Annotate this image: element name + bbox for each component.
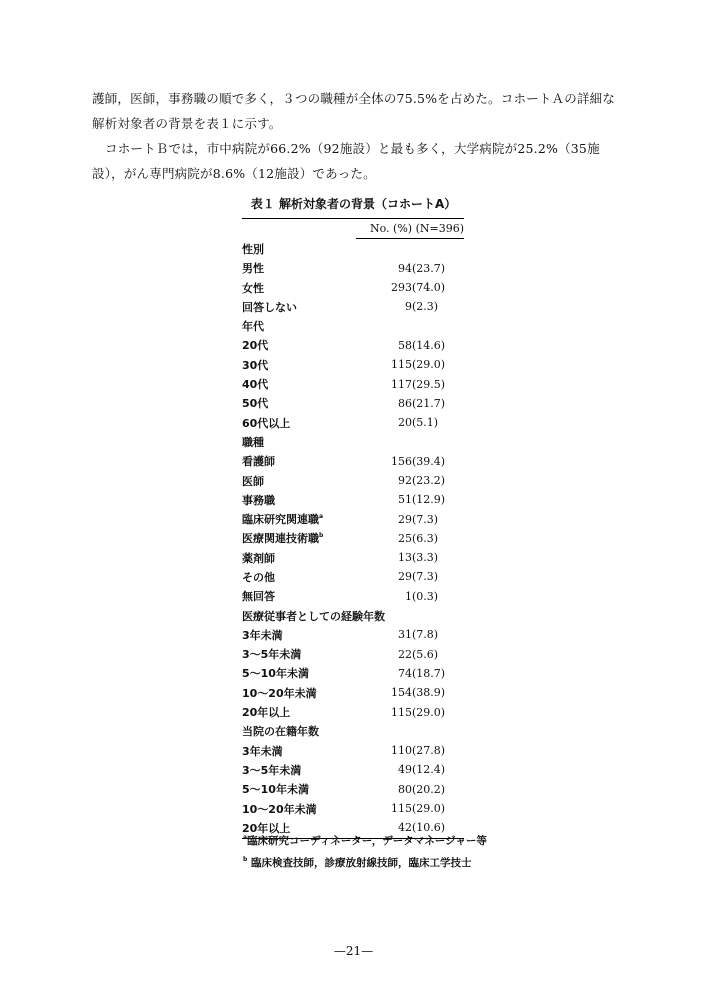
row-label-text: 10～20年未満 [242,802,317,816]
row-label [242,760,356,779]
row-label [242,374,356,393]
row-label-text: 男性 [242,262,264,276]
row-label-text: 5～10年未満 [242,667,309,681]
row-label-text: 薬剤師 [242,551,275,565]
group-label: 医療従事者としての経験年数 [242,609,385,623]
row-label [242,702,356,721]
row-count: 110 [391,744,412,758]
row-label-text: 医師 [242,474,264,488]
row-label [242,548,356,567]
table-group-row [242,432,464,451]
row-percent: (3.3) [412,551,439,565]
table-row [242,297,464,316]
row-label-text: 3～5年未満 [242,648,302,662]
row-count: 49 [398,763,412,777]
row-percent: (23.7) [412,261,446,275]
row-label-text: 60代以上 [242,416,291,430]
table-row [242,702,464,721]
row-count: 74 [398,666,412,680]
row-percent: (23.2) [412,474,446,487]
row-percent: (7.8) [412,628,439,642]
row-percent: (29.0) [412,358,446,372]
row-percent: (12.4) [412,763,446,777]
group-label: 職種 [242,435,264,449]
table-row [242,683,464,702]
row-label-text: 3～5年未満 [242,763,302,777]
row-percent: (18.7) [412,666,446,680]
table-row [242,336,464,355]
table-group-row [242,722,464,741]
row-label [242,278,356,297]
row-label-text: その他 [242,570,275,584]
row-label [242,799,356,818]
row-percent: (29.5) [412,377,446,391]
row-count: 42 [356,818,412,838]
footnote-mark: b [243,856,248,863]
table-row [242,374,464,393]
row-count: 31 [398,628,412,642]
row-label [242,567,356,586]
table-row [242,625,464,644]
row-percent: (29.0) [412,705,446,719]
row-label [242,471,356,490]
row-label [242,413,356,432]
table-row [242,799,464,818]
row-count: 80 [398,782,412,796]
row-label [242,664,356,683]
row-label-text: 40代 [242,378,269,392]
row-percent: (74.0) [412,281,446,295]
row-percent: (0.3) [412,589,439,603]
row-count: 29 [398,570,412,584]
row-label [242,509,356,528]
row-label [242,741,356,760]
row-label-text: 20年以上 [242,706,291,720]
group-label: 当院の在籍年数 [242,725,319,739]
table-row [242,413,464,432]
row-label-text: 20代 [242,339,269,353]
row-count: 117 [391,377,412,391]
background-table [242,218,464,839]
row-percent: (5.1) [412,416,439,430]
row-label [242,355,356,374]
table-group-row [242,316,464,335]
group-label: 性別 [242,242,264,256]
table-row [242,259,464,278]
row-label-text: 看護師 [242,455,275,469]
row-count: 92 [398,474,412,487]
row-label [242,336,356,355]
row-label [242,259,356,278]
body-paragraph: 護師，医師，事務職の順で多く，３つの職種が全体の75.5%を占めた。コホートＡの詳細な解析対象者の背景を表１に示す。 [92,91,616,131]
table-row [242,780,464,799]
row-label [242,394,356,413]
row-label [242,645,356,664]
row-count: 25 [398,531,412,545]
table-row [242,278,464,297]
row-count: 20 [398,416,412,430]
row-label [242,297,356,316]
row-count: 94 [398,261,412,275]
row-percent: (10.6) [412,818,464,838]
row-label-text: 30代 [242,358,269,372]
table-row [242,529,464,548]
table-row [242,490,464,509]
row-percent: (21.7) [412,396,446,410]
row-count: 29 [398,512,412,526]
row-count: 156 [391,454,412,468]
row-label-text: 5～10年未満 [242,783,309,797]
row-count: 1 [405,589,412,603]
row-count: 115 [391,705,412,719]
row-label [242,587,356,606]
row-label-text: 事務職 [242,493,275,507]
row-count: 58 [398,338,412,352]
row-percent: (2.3) [412,300,439,314]
row-percent: (6.3) [412,531,439,545]
row-count: 154 [391,686,412,700]
row-label-text: 医療関連技術職 [242,532,319,546]
row-count: 115 [391,358,412,372]
row-count: 22 [398,647,412,661]
footnote-mark: a [319,513,324,521]
table-row [242,567,464,586]
row-count: 293 [391,281,412,295]
row-label [242,529,356,548]
row-percent: (7.3) [412,512,439,526]
body-paragraph: コホートＢでは，市中病院が66.2%（92施設）と最も多く，大学病院が25.2%（35施設），がん専門病院が8.6%（12施設）であった。 [92,141,600,181]
page-number: —21— [333,944,374,958]
row-percent: (12.9) [412,493,446,507]
table-row [242,760,464,779]
table-header-spacer [242,219,356,239]
row-label-text: 3年未満 [242,744,283,758]
footnote-text: 臨床研究コーディネーター，データマネージャー等 [247,835,487,847]
table-row [242,645,464,664]
footnote [243,833,487,848]
table-row [242,664,464,683]
row-count: 51 [398,493,412,507]
row-label [242,780,356,799]
row-label-text: 3年未満 [242,628,283,642]
table-body [242,239,464,838]
row-label-text: 20年以上 [242,821,291,835]
table-row [242,587,464,606]
table-group-row [242,606,464,625]
row-percent: (14.6) [412,338,446,352]
row-label-text: 無回答 [242,590,275,604]
row-count: 9 [405,300,412,314]
table-group-row [242,239,464,259]
row-percent: (39.4) [412,454,446,468]
row-percent: (38.9) [412,686,446,700]
footnote [243,855,471,870]
table-header: No. (%) (N=396) [356,219,464,239]
row-count: 13 [398,551,412,565]
footnote-text: 臨床検査技師，診療放射線技師，臨床工学技士 [250,857,472,869]
row-percent: (27.8) [412,744,446,758]
group-label: 年代 [242,320,264,334]
table-row [242,509,464,528]
row-percent: (20.2) [412,782,446,796]
table-row [242,741,464,760]
table-row [242,548,464,567]
footnote-mark: a [243,834,248,841]
row-count: 115 [391,802,412,816]
row-label-text: 臨床研究関連職 [242,513,319,527]
row-label-text: 女性 [242,281,264,295]
row-label-text: 10～20年未満 [242,686,317,700]
table-row [242,394,464,413]
row-label-text: 回答しない [242,300,297,314]
footnote-mark: b [319,532,324,540]
row-count: 86 [398,396,412,410]
row-percent: (29.0) [412,802,446,816]
row-label [242,490,356,509]
row-label-text: 50代 [242,397,269,411]
table-row [242,355,464,374]
table-row [242,471,464,490]
row-percent: (7.3) [412,570,439,584]
table-row [242,452,464,471]
row-percent: (5.6) [412,647,439,661]
row-label [242,683,356,702]
row-label [242,452,356,471]
table-caption: 表１ 解析対象者の背景（コホートA） [250,197,457,211]
row-label [242,625,356,644]
